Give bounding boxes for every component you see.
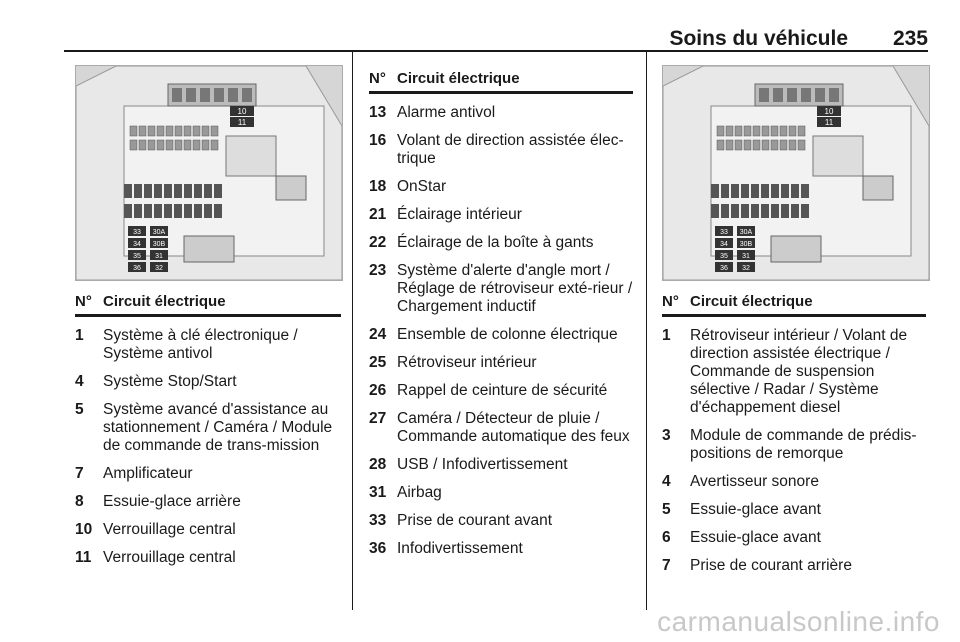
table-row [662,327,926,417]
circuit-description: OnStar [397,178,447,195]
fuse-slot [744,140,751,150]
circuit-description: Avertisseur sonore [690,473,819,490]
fuse-slot [130,140,137,150]
circuit-description: Alarme antivol [397,104,496,121]
fuse-slot [157,140,164,150]
circuit-description: Verrouillage central [103,549,236,566]
circuit-description: USB / Infodivertissement [397,456,568,473]
relay-pin [773,88,783,102]
fuse-number: 8 [75,493,84,510]
fuse-cell [751,204,759,218]
fuse-number: 5 [662,501,671,518]
fuse-cell [184,204,192,218]
fuse-cell [174,204,182,218]
fuse-number: 3 [662,427,671,444]
fuse-number: 21 [369,206,387,223]
header-number: N° [75,293,92,310]
fuse-label: 32 [155,265,163,272]
fuse-label: 31 [155,253,163,260]
circuit-description: Système d'alerte d'angle mort / Réglage de rétroviseur exté-rieur / Chargement inductif [397,262,633,315]
fuse-slot [166,126,173,136]
circuit-description: Prise de courant arrière [690,557,852,574]
table-row [369,456,633,474]
relay-box [226,136,276,176]
fuse-number: 27 [369,410,387,427]
circuit-description: Prise de courant avant [397,512,553,529]
fuse-slot [148,140,155,150]
table-row [75,373,341,391]
fuse-slot [726,126,733,136]
fuse-slot [762,126,769,136]
fuse-slot [175,126,182,136]
fuse-slot [789,126,796,136]
circuit-description: Éclairage intérieur [397,206,522,223]
fuse-label: 11 [824,118,834,127]
table-row [369,234,633,252]
fuse-cell [154,184,162,198]
fuse-number: 18 [369,178,387,195]
fuse-cell [781,184,789,198]
page-number: 235 [892,27,928,50]
table-row [662,427,926,463]
fuse-number: 25 [369,354,387,371]
fuse-box-diagram [75,65,343,281]
fuse-table-3 [662,293,926,575]
fuse-label: 36 [133,265,141,272]
circuit-description: Essuie-glace arrière [103,493,241,510]
fuse-label: 34 [720,241,728,248]
relay-box [813,136,863,176]
fuse-cell [204,204,212,218]
fuse-number: 36 [369,540,387,557]
table-header [369,70,633,94]
fuse-cell [134,184,142,198]
fuse-cell [144,184,152,198]
fuse-cell [761,184,769,198]
fuse-slot [717,140,724,150]
fuse-cell [164,184,172,198]
circuit-description: Amplificateur [103,465,193,482]
table-row [75,493,341,511]
fuse-slot [193,140,200,150]
fuse-label: 30A [739,229,753,236]
table-row [662,557,926,575]
fuse-cell [194,204,202,218]
fuse-cell [124,204,132,218]
table-row [369,540,633,558]
fuse-cell [731,184,739,198]
fuse-label: 10 [237,107,247,116]
fuse-number: 1 [662,327,671,344]
fuse-number: 7 [75,465,84,482]
fuse-slot [717,126,724,136]
circuit-description: Système avancé d'assistance au stationnement / Caméra / Module de commande de trans-mission [103,401,333,454]
fuse-cell [204,184,212,198]
fuse-slot [130,126,137,136]
fuse-cell [711,204,719,218]
fuse-label: 33 [720,229,728,236]
fuse-cell [721,204,729,218]
fuse-slot [184,140,191,150]
fuse-label: 30B [152,241,166,248]
fuse-number: 33 [369,512,387,529]
fuse-cell [751,184,759,198]
relay-pin [186,88,196,102]
fuse-slot [166,140,173,150]
fuse-slot [193,126,200,136]
fuse-cell [731,204,739,218]
circuit-description: Système Stop/Start [103,373,237,390]
fuse-slot [211,140,218,150]
circuit-description: Verrouillage central [103,521,236,538]
fuse-slot [726,140,733,150]
circuit-description: Module de commande de prédis-positions de remorque [690,427,917,462]
fuse-number: 31 [369,484,387,501]
header-circuit: Circuit électrique [103,293,226,310]
circuit-description: Rétroviseur intérieur / Volant de direction assistée électrique / Commande de suspension sélective / Radar / Système d'échappement diesel [690,327,908,416]
fuse-cell [771,204,779,218]
connector-block [863,176,893,200]
fuse-number: 11 [75,549,92,566]
fuse-cell [711,184,719,198]
relay-pin [787,88,797,102]
fuse-cell [144,204,152,218]
circuit-description: Caméra / Détecteur de pluie / Commande automatique des feux [397,410,630,445]
fuse-label: 31 [742,253,750,260]
fuse-number: 5 [75,401,84,418]
fuse-cell [134,204,142,218]
fuse-cell [771,184,779,198]
fuse-cell [194,184,202,198]
fuse-cell [741,184,749,198]
header-circuit: Circuit électrique [690,293,813,310]
table-row [369,178,633,196]
fuse-cell [801,204,809,218]
table-row [369,104,633,122]
table-row [662,501,926,519]
circuit-description: Ensemble de colonne électrique [397,326,618,343]
header-number: N° [662,293,679,310]
table-row [369,484,633,502]
fuse-number: 28 [369,456,387,473]
table-row [369,262,633,316]
fuse-number: 26 [369,382,387,399]
circuit-description: Système à clé électronique / Système antivol [103,327,298,362]
fuse-cell [174,184,182,198]
fuse-label: 30B [739,241,753,248]
circuit-description: Éclairage de la boîte à gants [397,234,594,251]
circuit-description: Essuie-glace avant [690,501,821,518]
fuse-number: 1 [75,327,84,344]
fuse-number: 24 [369,326,387,343]
table-header [75,293,341,317]
relay-pin [815,88,825,102]
fuse-number: 4 [662,473,671,490]
relay-pin [801,88,811,102]
fuse-slot [735,140,742,150]
relay-pin [228,88,238,102]
fuse-number: 7 [662,557,671,574]
fuse-cell [184,184,192,198]
fuse-cell [214,204,222,218]
circuit-description: Rappel de ceinture de sécurité [397,382,608,399]
fuse-label: 35 [720,253,728,260]
fuse-cell [761,204,769,218]
table-row [369,326,633,344]
table-header [662,293,926,317]
fuse-cell [781,204,789,218]
table-row [75,465,341,483]
connector-block [771,236,821,262]
fuse-table-2 [369,70,633,558]
connector-block [276,176,306,200]
fuse-slot [780,126,787,136]
fuse-slot [753,140,760,150]
table-row [75,401,341,455]
watermark: carmanualsonline.info [657,606,940,637]
table-row [369,512,633,530]
connector-block [184,236,234,262]
fuse-number: 6 [662,529,671,546]
fuse-cell [124,184,132,198]
fuse-slot [744,126,751,136]
fuse-slot [175,140,182,150]
fuse-slot [139,126,146,136]
fuse-label: 34 [133,241,141,248]
fuse-cell [741,204,749,218]
relay-pin [214,88,224,102]
fuse-slot [780,140,787,150]
table-row [662,529,926,547]
table-row [369,382,633,400]
relay-pin [759,88,769,102]
fuse-slot [157,126,164,136]
fuse-slot [139,140,146,150]
fuse-slot [735,126,742,136]
table-row [369,354,633,372]
fuse-label: 11 [237,118,247,127]
fuse-slot [798,140,805,150]
fuse-label: 32 [742,265,750,272]
circuit-description: Infodivertissement [397,540,523,557]
fuse-box-diagram [662,65,930,281]
fuse-label: 10 [824,107,834,116]
table-row [369,132,633,168]
fuse-number: 16 [369,132,387,149]
fuse-slot [202,126,209,136]
header-circuit: Circuit électrique [397,70,520,87]
fuse-cell [154,204,162,218]
fuse-number: 23 [369,262,387,279]
column-divider [646,50,647,610]
circuit-description: Rétroviseur intérieur [397,354,537,371]
circuit-description: Volant de direction assistée élec-trique [397,132,624,167]
fuse-number: 10 [75,521,93,538]
fuse-label: 35 [133,253,141,260]
fuse-slot [148,126,155,136]
page-header [64,0,928,52]
relay-pin [829,88,839,102]
fuse-slot [753,126,760,136]
table-row [75,521,341,539]
fuse-number: 13 [369,104,387,121]
column-divider [352,50,353,610]
fuse-cell [791,204,799,218]
header-number: N° [369,70,386,87]
table-row [369,206,633,224]
fuse-slot [211,126,218,136]
table-row [75,549,341,567]
fuse-label: 30A [152,229,166,236]
table-row [369,410,633,446]
fuse-number: 4 [75,373,84,390]
fuse-cell [801,184,809,198]
fuse-slot [184,126,191,136]
circuit-description: Essuie-glace avant [690,529,821,546]
fuse-cell [214,184,222,198]
relay-pin [242,88,252,102]
table-row [75,327,341,363]
fuse-slot [771,126,778,136]
circuit-description: Airbag [397,484,442,501]
relay-pin [172,88,182,102]
fuse-slot [771,140,778,150]
section-title: Soins du véhicule [669,27,848,50]
relay-pin [200,88,210,102]
fuse-label: 36 [720,265,728,272]
fuse-slot [202,140,209,150]
fuse-cell [721,184,729,198]
fuse-slot [762,140,769,150]
fuse-label: 33 [133,229,141,236]
fuse-cell [791,184,799,198]
fuse-cell [164,204,172,218]
fuse-table-1 [75,293,341,567]
fuse-number: 22 [369,234,387,251]
fuse-slot [789,140,796,150]
fuse-slot [798,126,805,136]
table-row [662,473,926,491]
